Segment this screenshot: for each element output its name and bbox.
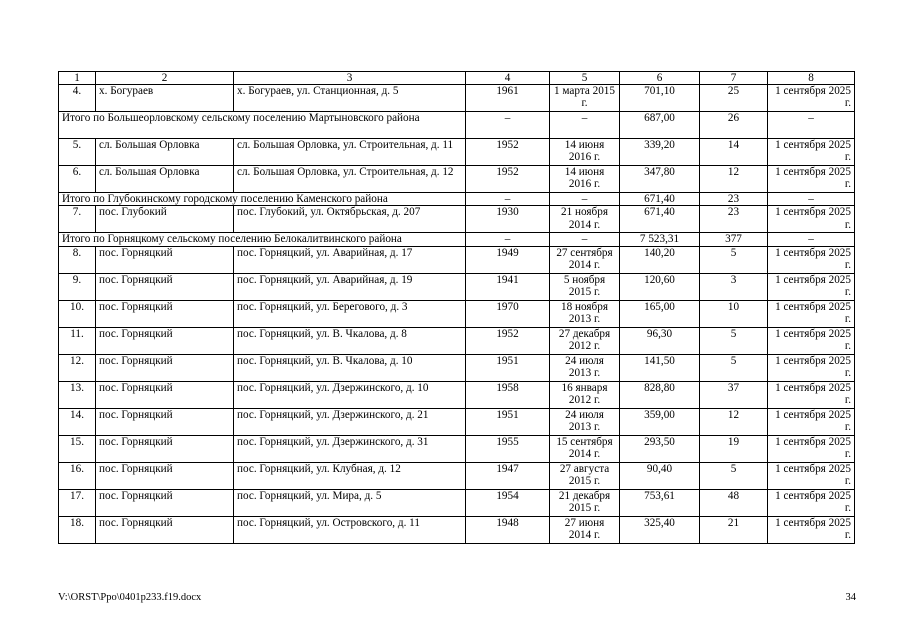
column-number-header: 3 [234,72,466,85]
subtotal-year-dash: – [466,193,550,206]
year-built-cell: 1947 [466,462,550,489]
deadline-cell: 1 сентября 2025 г. [768,354,855,381]
header-row [59,72,855,85]
deadline-cell: 1 сентября 2025 г. [768,462,855,489]
subtotal-area: 687,00 [620,112,700,139]
settlement-cell: пос. Горняцкий [96,273,234,300]
settlement-cell: пос. Горняцкий [96,300,234,327]
date-cell: 27 сентября 2014 г. [550,246,620,273]
column-number-header: 6 [620,72,700,85]
row-number: 15. [59,435,96,462]
row-number: 4. [59,85,96,112]
year-built-cell: 1951 [466,408,550,435]
table-row [59,516,855,543]
subtotal-row [59,233,855,246]
date-cell: 5 ноября 2015 г. [550,273,620,300]
residents-cell: 5 [700,246,768,273]
residents-cell: 19 [700,435,768,462]
residents-cell: 10 [700,300,768,327]
residents-cell: 48 [700,489,768,516]
column-number-header: 2 [96,72,234,85]
residents-cell: 12 [700,166,768,193]
deadline-cell: 1 сентября 2025 г. [768,300,855,327]
footer-file-path: V:\ORST\Ppo\0401p233.f19.docx [58,592,202,603]
year-built-cell: 1941 [466,273,550,300]
deadline-cell: 1 сентября 2025 г. [768,273,855,300]
area-cell: 347,80 [620,166,700,193]
date-cell: 14 июня 2016 г. [550,166,620,193]
table-row [59,166,855,193]
residents-cell: 37 [700,381,768,408]
deadline-cell: 1 сентября 2025 г. [768,381,855,408]
residents-cell: 21 [700,516,768,543]
address-cell: пос. Горняцкий, ул. Островского, д. 11 [234,516,466,543]
deadline-cell: 1 сентября 2025 г. [768,246,855,273]
subtotal-deadline-dash: – [768,233,855,246]
date-cell: 27 августа 2015 г. [550,462,620,489]
year-built-cell: 1958 [466,381,550,408]
date-cell: 16 января 2012 г. [550,381,620,408]
settlement-cell: пос. Горняцкий [96,354,234,381]
residents-cell: 23 [700,206,768,233]
residents-cell: 5 [700,327,768,354]
deadline-cell: 1 сентября 2025 г. [768,206,855,233]
date-cell: 1 марта 2015 г. [550,85,620,112]
subtotal-date-dash: – [550,112,620,139]
deadline-cell: 1 сентября 2025 г. [768,327,855,354]
area-cell: 140,20 [620,246,700,273]
row-number: 6. [59,166,96,193]
table-row [59,381,855,408]
settlement-cell: пос. Горняцкий [96,516,234,543]
year-built-cell: 1951 [466,354,550,381]
table-row [59,139,855,166]
row-number: 9. [59,273,96,300]
subtotal-label: Итого по Большеорловскому сельскому поселению Мартыновского района [59,112,466,139]
settlement-cell: пос. Горняцкий [96,246,234,273]
residents-cell: 5 [700,462,768,489]
table-row [59,273,855,300]
subtotal-label: Итого по Горняцкому сельскому поселению Белокалитвинского района [59,233,466,246]
year-built-cell: 1952 [466,139,550,166]
area-cell: 701,10 [620,85,700,112]
residents-cell: 14 [700,139,768,166]
deadline-cell: 1 сентября 2025 г. [768,489,855,516]
area-cell: 325,40 [620,516,700,543]
subtotal-row [59,193,855,206]
row-number: 5. [59,139,96,166]
deadline-cell: 1 сентября 2025 г. [768,139,855,166]
date-cell: 21 ноября 2014 г. [550,206,620,233]
date-cell: 21 декабря 2015 г. [550,489,620,516]
year-built-cell: 1954 [466,489,550,516]
year-built-cell: 1930 [466,206,550,233]
subtotal-deadline-dash: – [768,112,855,139]
date-cell: 24 июля 2013 г. [550,354,620,381]
date-cell: 15 сентября 2014 г. [550,435,620,462]
deadline-cell: 1 сентября 2025 г. [768,435,855,462]
address-cell: пос. Горняцкий, ул. Дзержинского, д. 10 [234,381,466,408]
year-built-cell: 1949 [466,246,550,273]
area-cell: 165,00 [620,300,700,327]
housing-table [58,71,855,544]
table-row [59,327,855,354]
date-cell: 18 ноября 2013 г. [550,300,620,327]
table-row [59,489,855,516]
settlement-cell: пос. Горняцкий [96,489,234,516]
row-number: 11. [59,327,96,354]
area-cell: 90,40 [620,462,700,489]
subtotal-residents: 377 [700,233,768,246]
address-cell: пос. Глубокий, ул. Октябрьская, д. 207 [234,206,466,233]
year-built-cell: 1955 [466,435,550,462]
date-cell: 27 декабря 2012 г. [550,327,620,354]
year-built-cell: 1970 [466,300,550,327]
settlement-cell: сл. Большая Орловка [96,166,234,193]
settlement-cell: пос. Горняцкий [96,462,234,489]
table-row [59,300,855,327]
row-number: 16. [59,462,96,489]
settlement-cell: пос. Глубокий [96,206,234,233]
address-cell: сл. Большая Орловка, ул. Строительная, д. 12 [234,166,466,193]
row-number: 8. [59,246,96,273]
area-cell: 753,61 [620,489,700,516]
address-cell: пос. Горняцкий, ул. Мира, д. 5 [234,489,466,516]
page-number: 34 [845,592,856,603]
address-cell: пос. Горняцкий, ул. Аварийная, д. 17 [234,246,466,273]
row-number: 18. [59,516,96,543]
year-built-cell: 1961 [466,85,550,112]
settlement-cell: пос. Горняцкий [96,435,234,462]
year-built-cell: 1952 [466,327,550,354]
area-cell: 339,20 [620,139,700,166]
area-cell: 293,50 [620,435,700,462]
table-row [59,246,855,273]
address-cell: пос. Горняцкий, ул. В. Чкалова, д. 10 [234,354,466,381]
row-number: 10. [59,300,96,327]
address-cell: пос. Горняцкий, ул. Берегового, д. 3 [234,300,466,327]
address-cell: х. Богураев, ул. Станционная, д. 5 [234,85,466,112]
table-row [59,85,855,112]
deadline-cell: 1 сентября 2025 г. [768,408,855,435]
address-cell: пос. Горняцкий, ул. В. Чкалова, д. 8 [234,327,466,354]
deadline-cell: 1 сентября 2025 г. [768,166,855,193]
column-number-header: 8 [768,72,855,85]
subtotal-area: 671,40 [620,193,700,206]
row-number: 14. [59,408,96,435]
subtotal-residents: 23 [700,193,768,206]
area-cell: 96,30 [620,327,700,354]
subtotal-year-dash: – [466,112,550,139]
date-cell: 24 июля 2013 г. [550,408,620,435]
subtotal-row [59,112,855,139]
subtotal-label: Итого по Глубокинскому городскому поселению Каменского района [59,193,466,206]
subtotal-year-dash: – [466,233,550,246]
year-built-cell: 1948 [466,516,550,543]
subtotal-area: 7 523,31 [620,233,700,246]
column-number-header: 5 [550,72,620,85]
address-cell: пос. Горняцкий, ул. Дзержинского, д. 21 [234,408,466,435]
table-row [59,408,855,435]
table-row [59,206,855,233]
settlement-cell: сл. Большая Орловка [96,139,234,166]
settlement-cell: пос. Горняцкий [96,327,234,354]
table-row [59,435,855,462]
deadline-cell: 1 сентября 2025 г. [768,85,855,112]
subtotal-date-dash: – [550,193,620,206]
area-cell: 120,60 [620,273,700,300]
settlement-cell: пос. Горняцкий [96,381,234,408]
residents-cell: 25 [700,85,768,112]
residents-cell: 12 [700,408,768,435]
area-cell: 671,40 [620,206,700,233]
table-row [59,354,855,381]
column-number-header: 1 [59,72,96,85]
address-cell: пос. Горняцкий, ул. Аварийная, д. 19 [234,273,466,300]
settlement-cell: пос. Горняцкий [96,408,234,435]
column-number-header: 4 [466,72,550,85]
residents-cell: 3 [700,273,768,300]
area-cell: 359,00 [620,408,700,435]
address-cell: пос. Горняцкий, ул. Клубная, д. 12 [234,462,466,489]
subtotal-residents: 26 [700,112,768,139]
table-row [59,462,855,489]
area-cell: 141,50 [620,354,700,381]
deadline-cell: 1 сентября 2025 г. [768,516,855,543]
row-number: 17. [59,489,96,516]
subtotal-deadline-dash: – [768,193,855,206]
row-number: 13. [59,381,96,408]
subtotal-date-dash: – [550,233,620,246]
settlement-cell: х. Богураев [96,85,234,112]
address-cell: сл. Большая Орловка, ул. Строительная, д. 11 [234,139,466,166]
area-cell: 828,80 [620,381,700,408]
address-cell: пос. Горняцкий, ул. Дзержинского, д. 31 [234,435,466,462]
date-cell: 14 июня 2016 г. [550,139,620,166]
row-number: 12. [59,354,96,381]
date-cell: 27 июня 2014 г. [550,516,620,543]
residents-cell: 5 [700,354,768,381]
row-number: 7. [59,206,96,233]
year-built-cell: 1952 [466,166,550,193]
column-number-header: 7 [700,72,768,85]
